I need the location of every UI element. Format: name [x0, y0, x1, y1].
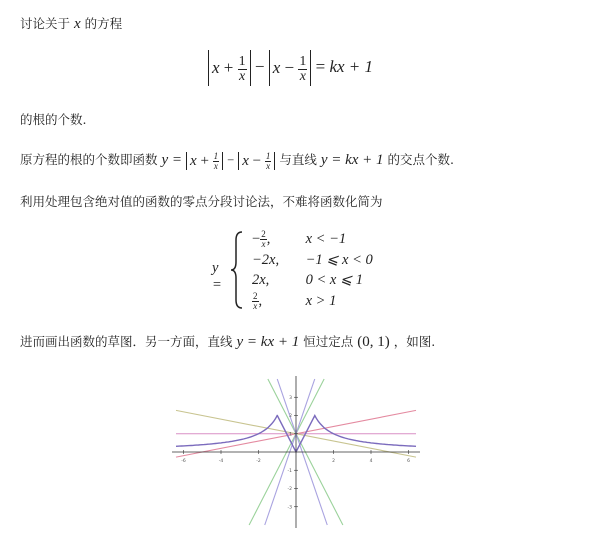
row4-num: 2 [253, 291, 258, 301]
line2-frac-2-num: 1 [265, 150, 271, 161]
line2-frac-2-den: x [266, 160, 271, 171]
row1-num: 2 [261, 229, 266, 239]
intro-prefix: 讨论关于 [20, 16, 71, 31]
row4-comma: , [258, 292, 263, 309]
function-graph [168, 372, 424, 530]
eq-frac-2-den: x [299, 68, 306, 84]
eq-frac-2 [298, 55, 307, 84]
line4-prefix: 进而画出函数的草图．另一方面，直线 [20, 334, 233, 349]
piecewise-row-2 [252, 252, 373, 270]
piecewise-lhs: y = [212, 260, 222, 293]
intro-line [20, 14, 122, 33]
eq-frac-1-den: x [239, 68, 246, 84]
row4-cond: x > 1 [305, 292, 337, 309]
row2-expr: −2x, [252, 252, 280, 268]
row4-den: x [253, 301, 258, 311]
line2-y-eq: y = [161, 152, 183, 168]
eq-frac-1-num: 1 [238, 53, 246, 69]
line4-point: (0, 1) [357, 334, 390, 350]
x-tick-label-5: 6 [407, 459, 410, 464]
y-tick-label-0: 3 [289, 395, 292, 401]
intro-suffix: 的方程 [84, 16, 123, 31]
row1-comma: , [266, 230, 271, 247]
line2-suffix-mid: 与直线 [279, 152, 317, 167]
intro-var: x [74, 16, 81, 32]
eq-minus-inner: − [284, 58, 295, 77]
line2-plus: + [200, 152, 209, 169]
line2-abs-2 [238, 152, 275, 170]
row1-cond: x < −1 [305, 230, 347, 247]
line2-x2: x [242, 152, 249, 169]
row2-cond: −1 ⩽ x < 0 [305, 252, 373, 268]
y-tick-label-5: -3 [287, 505, 292, 511]
eq-frac-1 [238, 55, 247, 84]
line2-suffix-end: 的交点个数. [387, 152, 454, 167]
y-tick-label-4: -2 [287, 487, 292, 492]
row3-cond: 0 < x ⩽ 1 [305, 272, 363, 288]
piecewise-row-3 [252, 272, 363, 290]
line2-abs-1 [186, 152, 223, 170]
x-tick-label-0: -6 [181, 459, 186, 464]
row3-expr: 2x, [252, 272, 270, 288]
line2-frac-1-den: x [213, 160, 218, 171]
eq-equals: = [315, 56, 330, 76]
line2-minus-outer: − [227, 153, 235, 167]
piecewise-row-4 [252, 292, 336, 310]
line2-frac-1 [213, 152, 220, 171]
method-line: 利用处理包含绝对值的函数的零点分段讨论法，不难将函数化简为 [20, 194, 383, 209]
eq-plus: + [223, 58, 234, 77]
line2-line-eq: y = kx + 1 [320, 152, 384, 168]
y-tick-label-2: 1 [289, 432, 292, 438]
x-tick-label-2: -2 [256, 459, 261, 464]
line2-frac-1-num: 1 [213, 150, 219, 161]
y-tick-label-3: -1 [287, 468, 292, 474]
line4-suffix: ，如图. [393, 334, 436, 349]
abs-term-2 [269, 50, 312, 86]
eq-x2: x [272, 58, 281, 77]
main-equation [208, 50, 373, 86]
eq-rhs: kx + 1 [329, 56, 374, 76]
row1-den: x [261, 239, 266, 249]
conclusion-line [20, 332, 435, 351]
line4-mid: 恒过定点 [303, 334, 354, 349]
x-tick-label-4: 4 [369, 459, 373, 464]
eq-minus-outer: − [254, 56, 265, 76]
y-tick-label-1: 2 [289, 414, 292, 419]
line2-x1: x [190, 152, 197, 169]
line2-prefix: 原方程的根的个数即函数 [20, 152, 158, 167]
line4-line-eq: y = kx + 1 [236, 334, 300, 350]
piecewise-brace [230, 230, 244, 310]
piecewise-row-1 [252, 230, 346, 248]
eq-frac-2-num: 1 [299, 53, 307, 69]
count-line: 的根的个数. [20, 112, 87, 127]
function-line [20, 150, 454, 170]
row1-sign: − [252, 230, 261, 247]
line2-minus-inner: − [252, 152, 262, 169]
abs-term-1 [208, 50, 251, 86]
x-tick-label-1: -4 [218, 459, 224, 464]
line2-frac-2 [265, 152, 272, 171]
eq-x1: x [212, 58, 220, 77]
x-tick-label-3: 2 [332, 459, 335, 464]
